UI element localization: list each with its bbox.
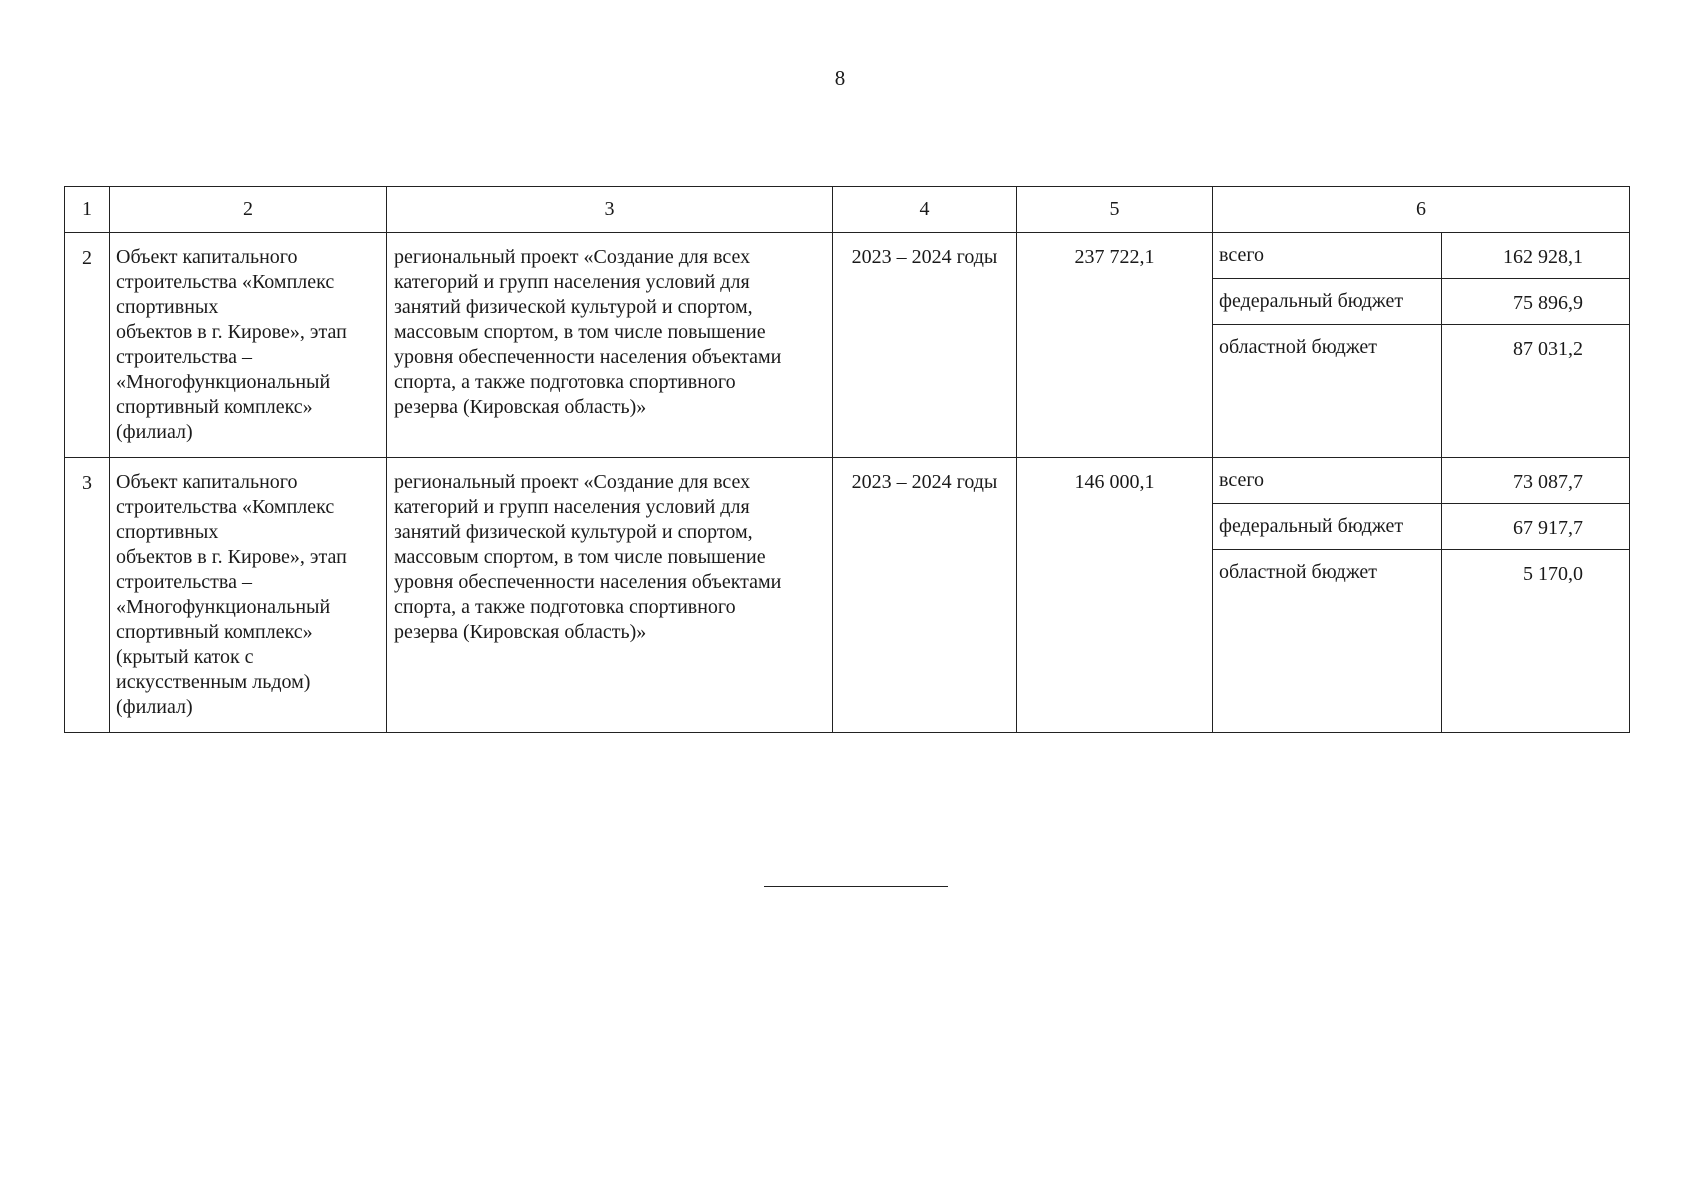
implementation-period: 2023 – 2024 годы (833, 458, 1017, 733)
financing-label: федеральный бюджет (1213, 504, 1442, 549)
table-row (65, 458, 1630, 733)
column-header-6: 6 (1213, 187, 1630, 233)
object-name-line: (филиал) (116, 421, 193, 443)
object-name-line: объектов в г. Кирове», этап (116, 546, 347, 568)
implementation-period: 2023 – 2024 годы (833, 233, 1017, 458)
row-number: 3 (65, 458, 110, 733)
project-line: занятий физической культурой и спортом, (394, 521, 753, 543)
object-name (110, 458, 387, 733)
financing-label: федеральный бюджет (1213, 279, 1442, 324)
financing-value: 162 928,1 (1503, 246, 1583, 268)
object-name-line: строительства – (116, 571, 252, 593)
project-line: спорта, а также подготовка спортивного (394, 596, 736, 618)
project-line: региональный проект «Создание для всех (394, 246, 751, 268)
financing-row (1213, 325, 1629, 457)
project-line: резерва (Кировская область)» (394, 396, 647, 418)
financing-row (1213, 458, 1629, 504)
object-name-line: Объект капитального (116, 246, 298, 268)
object-name-line: спортивных (116, 296, 219, 318)
table-row (65, 233, 1630, 458)
financing-value: 75 896,9 (1513, 292, 1583, 314)
project-line: уровня обеспеченности населения объектами (394, 571, 782, 593)
object-name-line: строительства «Комплекс (116, 271, 335, 293)
project-line: спорта, а также подготовка спортивного (394, 371, 736, 393)
object-name-line: строительства «Комплекс (116, 496, 335, 518)
object-name-line: спортивный комплекс» (116, 621, 313, 643)
object-name-line: «Многофункциональный (116, 596, 331, 618)
column-header-3: 3 (387, 187, 833, 233)
financing-label: областной бюджет (1213, 550, 1442, 732)
object-name-line: объектов в г. Кирове», этап (116, 321, 347, 343)
object-name-line: (крытый каток с (116, 646, 254, 668)
financing-value: 73 087,7 (1513, 471, 1583, 493)
financing-value: 67 917,7 (1513, 517, 1583, 539)
object-name-line: (филиал) (116, 696, 193, 718)
end-of-document-rule (764, 886, 948, 887)
project-line: массовым спортом, в том числе повышение (394, 321, 766, 343)
financing-label: всего (1213, 458, 1442, 503)
financing-row (1213, 504, 1629, 550)
project-description (387, 458, 833, 733)
row-number: 2 (65, 233, 110, 458)
table-header-row (65, 187, 1630, 233)
financing-cell (1213, 458, 1630, 733)
project-line: уровня обеспеченности населения объектами (394, 346, 782, 368)
object-name-line: искусственным льдом) (116, 671, 311, 693)
column-header-1: 1 (65, 187, 110, 233)
column-header-4: 4 (833, 187, 1017, 233)
data-table (64, 186, 1630, 733)
object-name-line: спортивных (116, 521, 219, 543)
object-name-line: строительства – (116, 346, 252, 368)
financing-value: 5 170,0 (1523, 563, 1583, 585)
financing-label: всего (1213, 233, 1442, 278)
column-header-2: 2 (110, 187, 387, 233)
object-name-line: «Многофункциональный (116, 371, 331, 393)
project-line: категорий и групп населения условий для (394, 496, 750, 518)
financing-value: 87 031,2 (1513, 338, 1583, 360)
project-line: категорий и групп населения условий для (394, 271, 750, 293)
column-header-5: 5 (1017, 187, 1213, 233)
estimated-cost: 237 722,1 (1017, 233, 1213, 458)
object-name-line: спортивный комплекс» (116, 396, 313, 418)
financing-label: областной бюджет (1213, 325, 1442, 457)
financing-cell (1213, 233, 1630, 458)
project-line: занятий физической культурой и спортом, (394, 296, 753, 318)
object-name (110, 233, 387, 458)
estimated-cost: 146 000,1 (1017, 458, 1213, 733)
project-line: массовым спортом, в том числе повышение (394, 546, 766, 568)
object-name-line: Объект капитального (116, 471, 298, 493)
financing-row (1213, 233, 1629, 279)
financing-row (1213, 550, 1629, 732)
project-line: резерва (Кировская область)» (394, 621, 647, 643)
project-line: региональный проект «Создание для всех (394, 471, 751, 493)
page-number: 8 (834, 66, 846, 90)
project-description (387, 233, 833, 458)
financing-row (1213, 279, 1629, 325)
